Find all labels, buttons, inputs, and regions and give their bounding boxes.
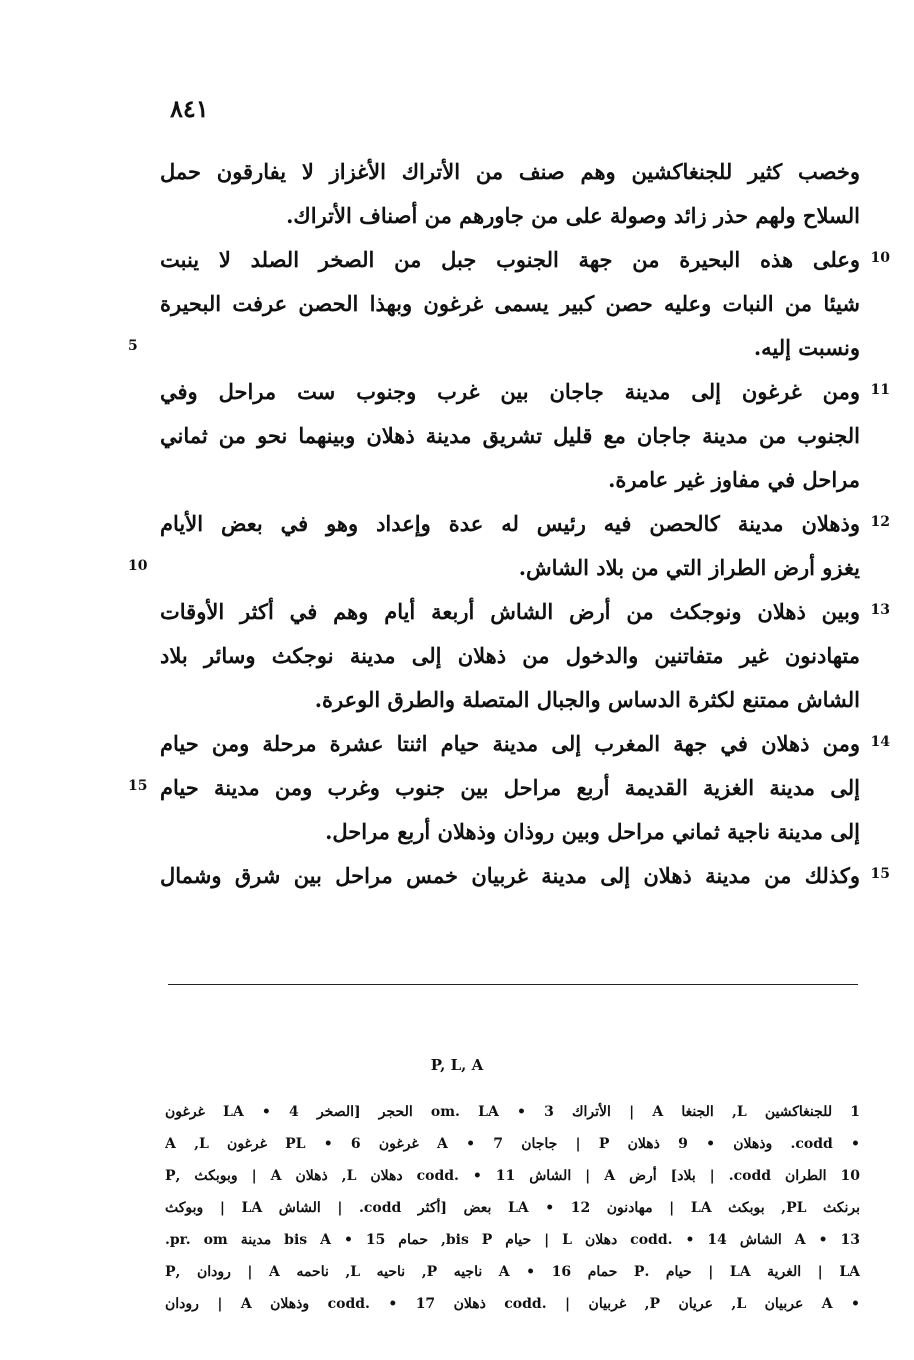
text-line: وعلى هذه البحيرة من جهة الجنوب جبل من الصخر الصلد لا ينبت (160, 247, 860, 272)
paragraph-number: 12 (870, 514, 890, 530)
text-line: متهادنون غير متفاتنين والدخول من ذهلان إلى مدينة نوجكث وسائر بلاد (160, 643, 860, 668)
text-line: وذهلان مدينة كالحصن فيه رئيس له عدة وإعداد وهو في بعض الأيام (160, 511, 860, 536)
paragraph-number: 10 (870, 250, 890, 266)
text-line: إلى مدينة الغزية القديمة أربع مراحل بين جنوب وغرب ومن مدينة حيام (160, 775, 860, 800)
text-line: وكذلك من مدينة ذهلان إلى مدينة غربيان خمس مراحل بين شرق وشمال (160, 863, 860, 888)
paragraph-number: 15 (870, 866, 890, 882)
apparatus-line: 10 الطران codd. | بلاد] أرض A | الشاش codd. • 11 دهلان L, ذهلان A | وبوبكث ,P (165, 1168, 860, 1184)
text-line: ونسبت إليه. (753, 335, 860, 360)
text-line: مراحل في مفاوز غير عامرة. (608, 467, 860, 492)
footnote-rule (168, 984, 858, 985)
apparatus-line: 1 للجنغاكشين L, الجنغا A | الأتراك om. LA • 3 الحجر [الصخر LA • 4 غرغون (165, 1104, 860, 1120)
text-line: وخصب كثير للجنغاكشين وهم صنف من الأتراك الأغزاز لا يفارقون حمل (160, 159, 860, 184)
apparatus-line: A • 13 الشاش codd. • 14 دهلان L | حيام bis P, حمام bis A • 15 مدينة pr. om. (165, 1232, 860, 1248)
text-line: ومن غرغون إلى مدينة جاجان بين غرب وجنوب ست مراحل وفي (160, 379, 860, 404)
apparatus-line: • A عربيان L, عريان P, غربيان | .codd ذهلان codd. • 17 وذهلان A | رودان (165, 1296, 860, 1312)
text-line: يغزو أرض الطراز التي من بلاد الشاش. (518, 555, 860, 580)
line-count-marker: 10 (128, 558, 148, 574)
line-count-marker: 5 (128, 338, 138, 354)
text-line: الجنوب من مدينة جاجان مع قليل تشريق مدينة ذهلان وبينهما نحو من ثماني (160, 423, 860, 448)
page-number: ٨٤١ (170, 94, 209, 123)
apparatus-sigla: P, L, A (430, 1056, 484, 1074)
paragraph-number: 14 (870, 734, 890, 750)
apparatus-line: برنكث PL, بوبكث LA | مهادنون LA • 12 بعض [أكثر codd. | الشاش LA | وبوكث (165, 1200, 860, 1216)
text-line: السلاح ولهم حذر زائد وصولة على من جاورهم من أصناف الأتراك. (286, 203, 860, 228)
paragraph-number: 13 (870, 602, 890, 618)
text-line: شيئا من النبات وعليه حصن كبير يسمى غرغون وبهذا الحصن عرفت البحيرة (160, 291, 860, 316)
text-line: الشاش ممتنع لكثرة الدساس والجبال المتصلة والطرق الوعرة. (314, 687, 860, 712)
apparatus-line: • codd. وذهلان • 9 ذهلان P | جاجان A • 7 غرغون PL • 6 غرغون A ,L (165, 1136, 860, 1152)
text-line: إلى مدينة ناجية ثماني مراحل وبين روذان وذهلان أربع مراحل. (325, 819, 860, 844)
text-line: ومن ذهلان في جهة المغرب إلى مدينة حيام اثنتا عشرة مرحلة ومن حيام (160, 731, 860, 756)
line-count-marker: 15 (128, 778, 148, 794)
apparatus-line: LA | الغرية LA | حيام .P حمام A • 16 ناجيه P, ناحيه L, ناحمه A | رودان ,P (165, 1264, 860, 1280)
paragraph-number: 11 (870, 382, 890, 398)
text-line: وبين ذهلان ونوجكث من أرض الشاش أربعة أيام وهم في أكثر الأوقات (160, 599, 860, 624)
